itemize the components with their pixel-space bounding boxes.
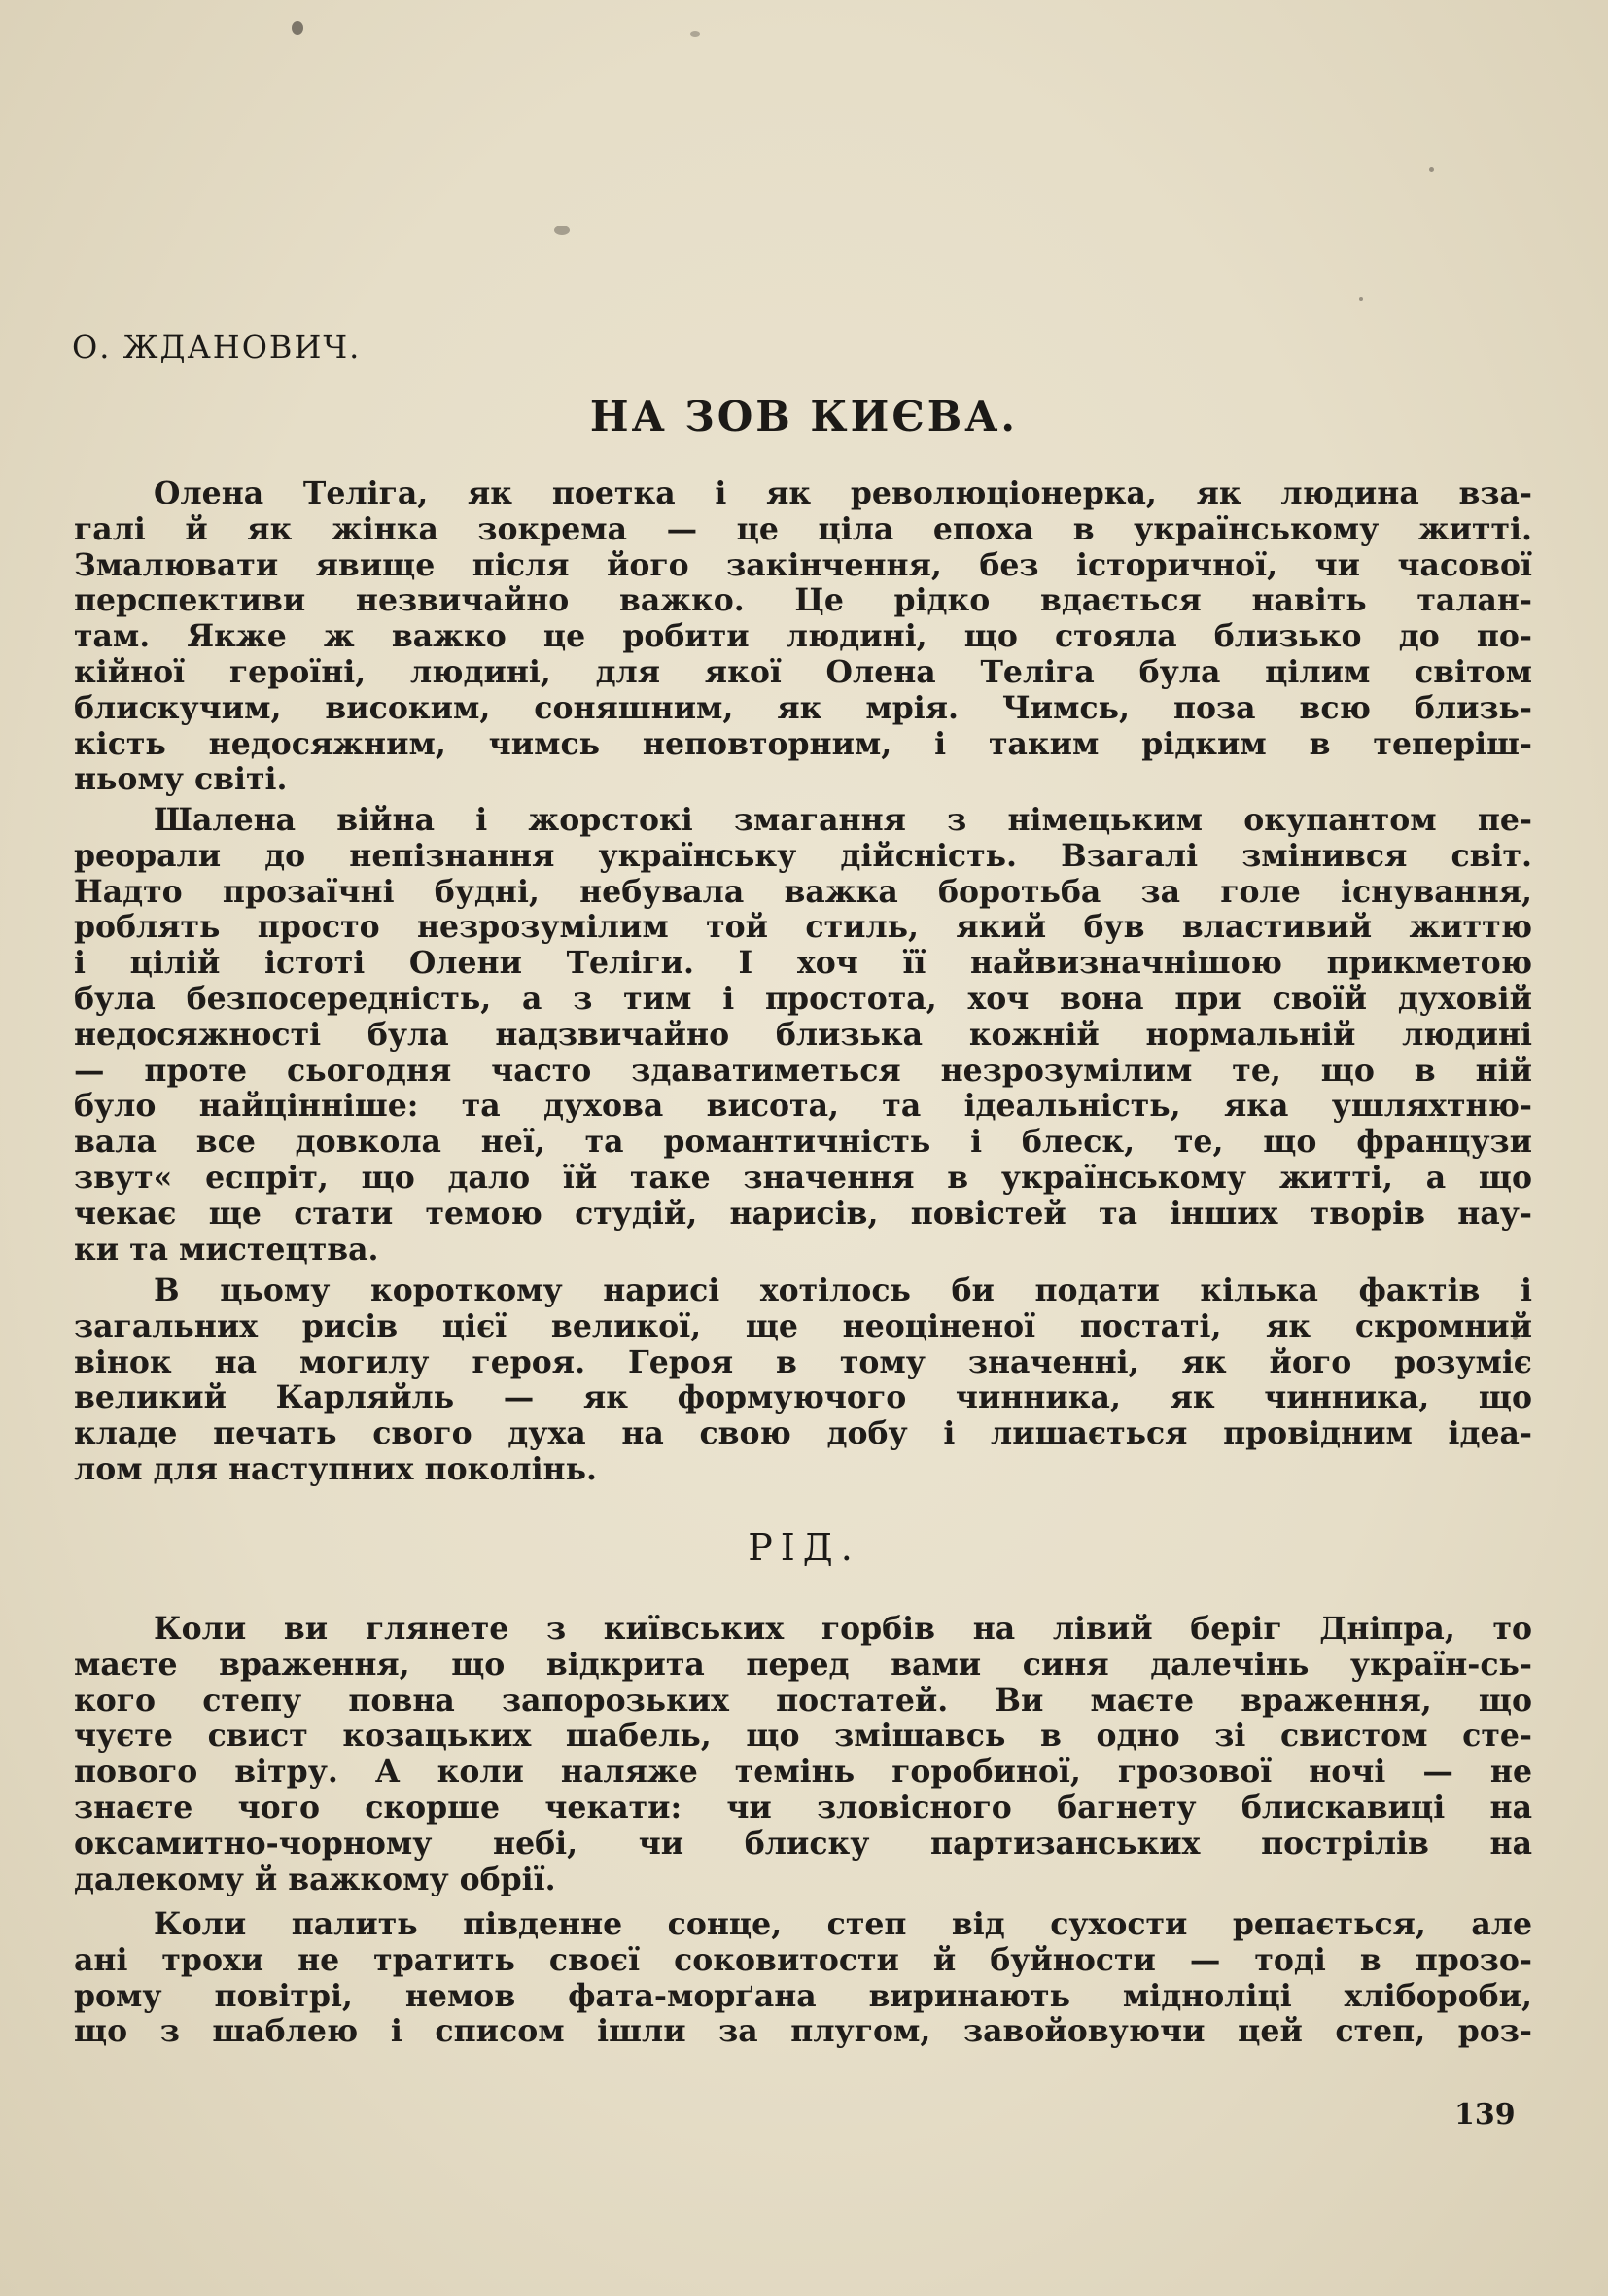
text-line: що з шаблею і списом ішли за плугом, завойовуючи цей степ, роз- [74,2014,1532,2050]
text-line: — проте сьогодня часто здаватиметься незрозумілим те, що в ній [74,1053,1532,1089]
text-line: Коли ви глянете з київських горбів на лівий беріг Дніпра, то [154,1612,1532,1647]
text-line: пового вітру. А коли наляже темінь горобиної, грозової ночі — не [74,1755,1532,1791]
text-line: ані трохи не тратить своєї соковитости й буйности — тоді в прозо- [74,1942,1532,1978]
text-line: далекому й важкому обрії. [74,1861,556,1897]
text-line: Змалювати явище після його закінчення, без історичної, чи часової [74,547,1532,583]
text-line: оксамитно-чорному небі, чи блиску партизанських пострілів на [74,1826,1532,1861]
paper-speck [292,21,303,35]
text-line: блискучим, високим, соняшним, як мрія. Чимсь, поза всю близь- [74,690,1532,726]
paper-speck [1359,297,1363,301]
paragraph [74,1612,1532,1897]
text-line: Коли палить південне сонце, степ від сухости репається, але [154,1907,1532,1942]
text-line: чуєте свист козацьких шабель, що змішавсь в одно зі свистом сте- [74,1719,1532,1755]
article-title: НА ЗОВ КИЄВА. [589,393,1019,440]
text-line: Олена Теліга, як поетка і як революціонерка, як людина вза- [154,476,1532,511]
text-line: ки та мистецтва. [74,1232,379,1268]
text-line: ньому світі. [74,762,288,798]
page-number: 139 [1454,2098,1516,2132]
text-line: кість недосяжним, чимсь неповторним, і таким рідким в теперіш- [74,726,1532,762]
text-line: галі й як жінка зокрема — це ціла епоха в українському житті. [74,511,1532,547]
text-line: кійної героїні, людині, для якої Олена Теліга була цілим світом [74,654,1532,690]
paragraph [74,803,1532,1268]
text-line: була безпосередність, а з тим і простота, хоч вона при своїй духовій [74,981,1532,1017]
text-line: знаєте чого скорше чекати: чи зловісного багнету блискавиці на [74,1790,1532,1826]
text-line: кладе печать свого духа на свою добу і лишається провідним ідеа- [74,1416,1532,1452]
text-line: лом для наступних поколінь. [74,1451,597,1487]
paper-speck [690,31,700,37]
text-line: вала все довкола неї, та романтичність і блеск, те, що французи [74,1125,1532,1161]
text-line: чекає ще стати темою студій, нарисів, повістей та інших творів нау- [74,1196,1532,1232]
text-line: маєте враження, що відкрита перед вами синя далечінь україн-сь- [74,1647,1532,1683]
text-line: там. Якже ж важко це робити людині, що стояла близько до по- [74,619,1532,655]
paragraph [74,1907,1532,2050]
text-line: рому повітрі, немов фата-морґана виринають мідноліці хлібороби, [74,1978,1532,2014]
text-line: великий Карляйль — як формуючого чинника, як чинника, що [74,1380,1532,1416]
paper-speck [554,226,570,235]
text-line: вінок на могилу героя. Героя в тому значенні, як його розуміє [74,1344,1532,1380]
text-line: Шалена війна і жорстокі змагання з німецьким окупантом пе- [154,803,1532,838]
text-line: загальних рисів цієї великої, ще неоціненої постаті, як скромний [74,1308,1532,1344]
text-line: було найцінніше: та духова висота, та ідеальність, яка ушляхтню- [74,1089,1532,1125]
paragraph [74,1273,1532,1488]
text-line: і цілій істоті Олени Теліги. І хоч її найвизначнішою прикметою [74,946,1532,982]
paper-speck [1429,167,1434,172]
section-heading: РІД. [748,1526,860,1569]
text-line: В цьому короткому нарисі хотілось би подати кілька фактів і [154,1273,1532,1308]
text-line: Надто прозаїчні будні, небувала важка боротьба за голе існування, [74,874,1532,910]
author-name: О. ЖДАНОВИЧ. [72,329,362,365]
text-line: звут« еспріт, що дало їй таке значення в українському житті, а що [74,1160,1532,1196]
text-line: реорали до непізнання українську дійсність. Взагалі змінився світ. [74,838,1532,874]
text-line: кого степу повна запорозьких постатей. Ви маєте враження, що [74,1683,1532,1719]
text-line: перспективи незвичайно важко. Це рідко вдається навіть талан- [74,583,1532,619]
text-line: недосяжності була надзвичайно близька кожній нормальній людині [74,1017,1532,1053]
paragraph [74,476,1532,798]
text-line: роблять просто незрозумілим той стиль, який був властивий життю [74,910,1532,946]
